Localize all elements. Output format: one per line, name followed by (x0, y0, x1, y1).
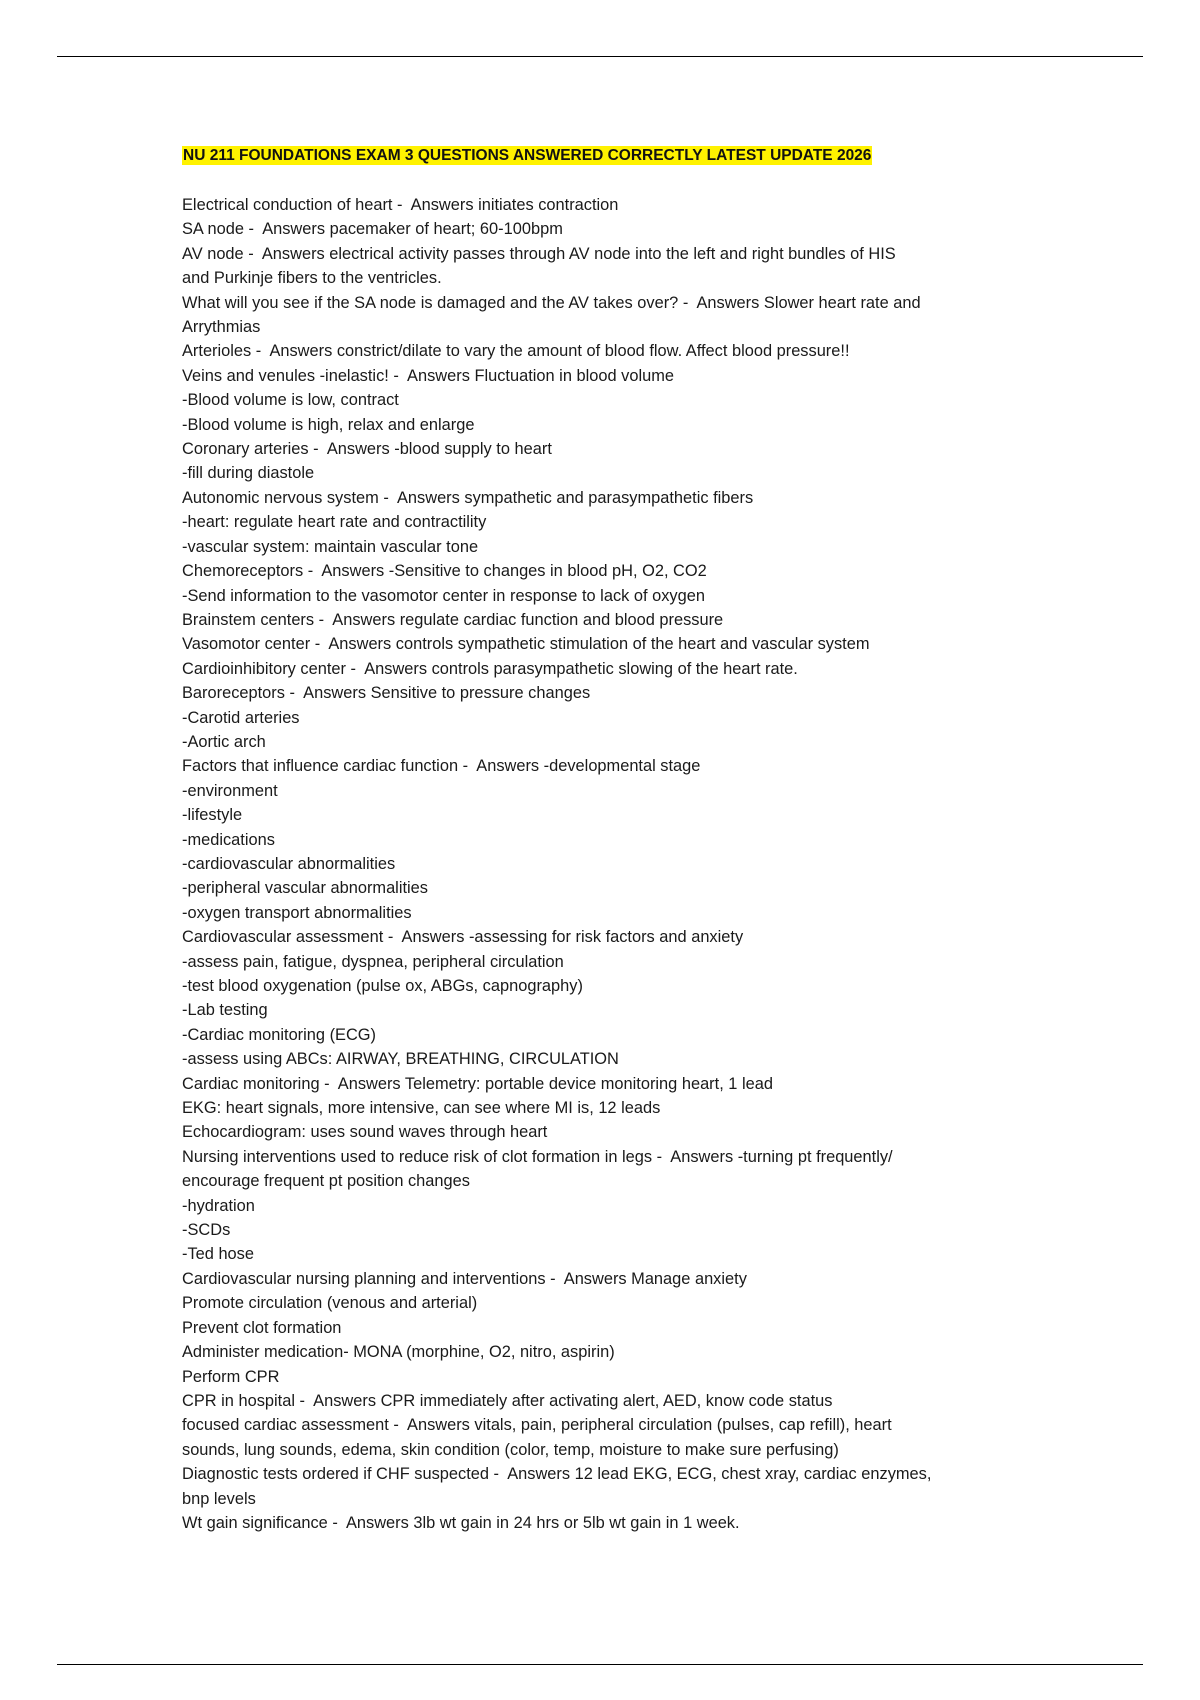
qa-line: -lifestyle (182, 806, 243, 825)
qa-line: -heart: regulate heart rate and contractility (182, 513, 487, 532)
qa-line: Cardiovascular nursing planning and interventions - Answers Manage anxiety (182, 1269, 747, 1288)
qa-line: Promote circulation (venous and arterial) (182, 1294, 478, 1313)
qa-line: -oxygen transport abnormalities (182, 903, 412, 922)
qa-line: -Aortic arch (182, 732, 266, 751)
qa-line: EKG: heart signals, more intensive, can see where MI is, 12 leads (182, 1099, 661, 1118)
qa-line: AV node - Answers electrical activity passes through AV node into the left and right bundles of HIS (182, 244, 896, 263)
qa-line: CPR in hospital - Answers CPR immediately after activating alert, AED, know code status (182, 1391, 833, 1410)
qa-line: -assess using ABCs: AIRWAY, BREATHING, CIRCULATION (182, 1050, 619, 1069)
qa-line: SA node - Answers pacemaker of heart; 60-100bpm (182, 220, 563, 239)
qa-line: -Lab testing (182, 1001, 268, 1020)
qa-line: Arterioles - Answers constrict/dilate to vary the amount of blood flow. Affect blood pressure!! (182, 342, 850, 361)
qa-line: -hydration (182, 1196, 255, 1215)
qa-line: -medications (182, 830, 275, 849)
qa-line: Arrythmias (182, 318, 261, 337)
qa-line: Coronary arteries - Answers -blood supply to heart (182, 440, 552, 459)
qa-line: Perform CPR (182, 1367, 280, 1386)
qa-list (182, 193, 1022, 1535)
qa-line: -environment (182, 781, 278, 800)
qa-line: Electrical conduction of heart - Answers initiates contraction (182, 196, 619, 214)
qa-line: and Purkinje fibers to the ventricles. (182, 269, 442, 288)
qa-line: -SCDs (182, 1221, 231, 1240)
qa-line: Prevent clot formation (182, 1318, 342, 1337)
qa-line: Nursing interventions used to reduce risk of clot formation in legs - Answers -turning pt frequently/ (182, 1147, 893, 1166)
qa-line: Cardiovascular assessment - Answers -assessing for risk factors and anxiety (182, 928, 744, 947)
header-rule (57, 56, 1143, 57)
qa-line: Vasomotor center - Answers controls sympathetic stimulation of the heart and vascular system (182, 635, 870, 654)
qa-line: Baroreceptors - Answers Sensitive to pressure changes (182, 684, 591, 703)
qa-line: bnp levels (182, 1489, 256, 1508)
qa-line: focused cardiac assessment - Answers vitals, pain, peripheral circulation (pulses, cap refill), heart (182, 1416, 892, 1435)
qa-line: Veins and venules -inelastic! - Answers Fluctuation in blood volume (182, 366, 674, 385)
qa-line: sounds, lung sounds, edema, skin condition (color, temp, moisture to make sure perfusing) (182, 1440, 839, 1459)
qa-line: Chemoreceptors - Answers -Sensitive to changes in blood pH, O2, CO2 (182, 562, 707, 581)
document-title: NU 211 FOUNDATIONS EXAM 3 QUESTIONS ANSWERED CORRECTLY LATEST UPDATE 2026 (183, 147, 872, 164)
qa-line: What will you see if the SA node is damaged and the AV takes over? - Answers Slower heart rate and (182, 293, 921, 312)
qa-line: -Send information to the vasomotor center in response to lack of oxygen (182, 586, 705, 605)
qa-line: Factors that influence cardiac function - Answers -developmental stage (182, 757, 701, 776)
qa-line: Cardiac monitoring - Answers Telemetry: portable device monitoring heart, 1 lead (182, 1074, 773, 1093)
qa-line: Echocardiogram: uses sound waves through heart (182, 1123, 548, 1142)
qa-line: -Blood volume is low, contract (182, 391, 399, 410)
qa-line: -Ted hose (182, 1245, 254, 1264)
qa-line: -Blood volume is high, relax and enlarge (182, 415, 475, 434)
qa-line: -peripheral vascular abnormalities (182, 879, 428, 898)
qa-line: -assess pain, fatigue, dyspnea, peripheral circulation (182, 952, 564, 971)
qa-line: encourage frequent pt position changes (182, 1172, 470, 1191)
document-body (182, 146, 1022, 1535)
footer-rule (57, 1664, 1143, 1665)
qa-line: -fill during diastole (182, 464, 315, 483)
qa-line: Brainstem centers - Answers regulate cardiac function and blood pressure (182, 610, 724, 629)
qa-line: Wt gain significance - Answers 3lb wt gain in 24 hrs or 5lb wt gain in 1 week. (182, 1513, 740, 1532)
qa-line: -Carotid arteries (182, 708, 300, 727)
qa-line: -cardiovascular abnormalities (182, 854, 396, 873)
qa-line: Cardioinhibitory center - Answers controls parasympathetic slowing of the heart rate. (182, 659, 798, 678)
qa-line: Administer medication- MONA (morphine, O2, nitro, aspirin) (182, 1343, 615, 1362)
qa-line: Diagnostic tests ordered if CHF suspected - Answers 12 lead EKG, ECG, chest xray, cardiac enzymes, (182, 1465, 932, 1484)
qa-line: Autonomic nervous system - Answers sympathetic and parasympathetic fibers (182, 488, 754, 507)
qa-line: -Cardiac monitoring (ECG) (182, 1025, 377, 1044)
qa-line: -test blood oxygenation (pulse ox, ABGs, capnography) (182, 977, 583, 995)
qa-line: -vascular system: maintain vascular tone (182, 537, 479, 556)
